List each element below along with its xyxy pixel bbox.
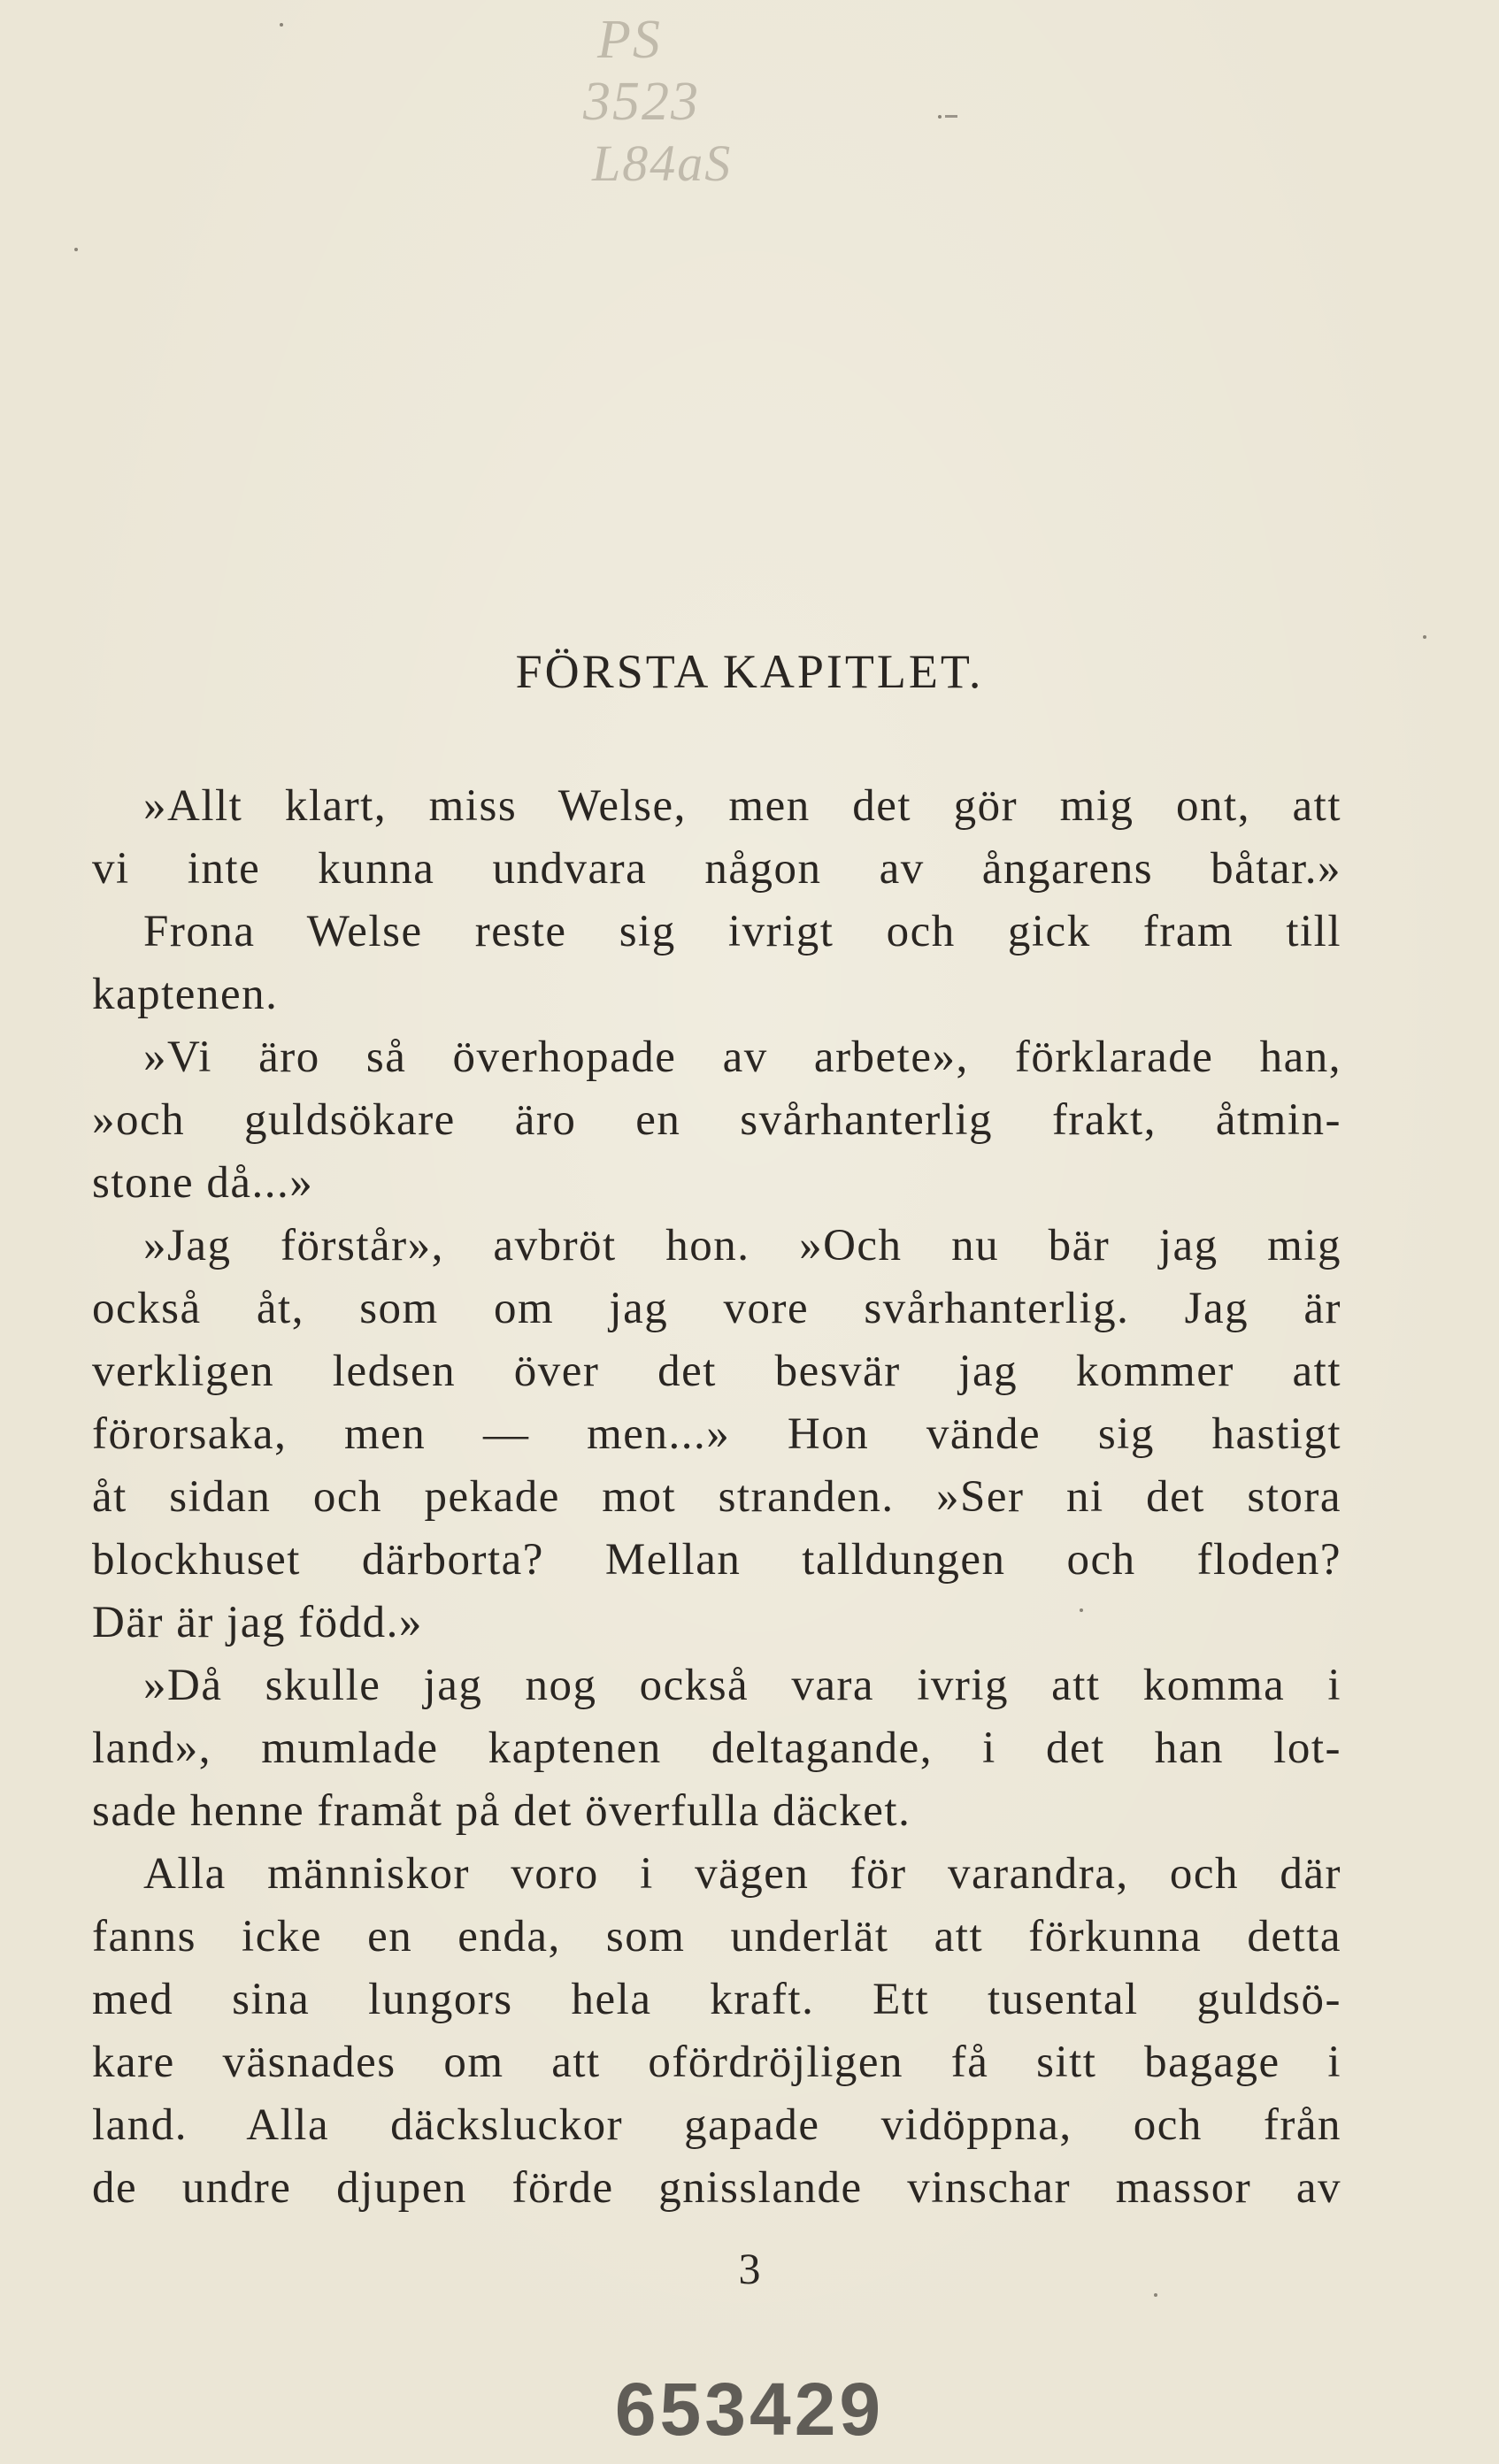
text-line: med sina lungors hela kraft. Ett tusental guldsö- <box>92 1975 1341 2024</box>
text-line: »och guldsökare äro en svårhanterlig frakt, åtmin- <box>92 1095 1341 1145</box>
text-line: »Jag förstår», avbröt hon. »Och nu bär jag mig <box>143 1221 1341 1270</box>
text-line: blockhuset därborta? Mellan talldungen och floden? <box>92 1535 1341 1585</box>
chapter-body-text <box>92 775 1341 2220</box>
text-line: »Vi äro så överhopade av arbete», förklarade han, <box>143 1032 1341 1082</box>
text-line: Där är jag född.» <box>92 1598 423 1647</box>
text-line: Frona Welse reste sig ivrigt och gick fram till <box>143 907 1341 956</box>
text-line: »Då skulle jag nog också vara ivrig att komma i <box>143 1661 1341 1710</box>
text-line: åt sidan och pekade mot stranden. »Ser ni det stora <box>92 1472 1341 1522</box>
call-number-line: PS <box>597 10 662 70</box>
call-number-line: L84aS <box>592 134 733 192</box>
chapter-title: FÖRSTA KAPITLET. <box>515 645 984 698</box>
text-line: verkligen ledsen över det besvär jag kommer att <box>92 1347 1341 1396</box>
text-line: de undre djupen förde gnisslande vinschar massor av <box>92 2163 1341 2213</box>
page-number: 3 <box>738 2244 761 2293</box>
text-line: kaptenen. <box>92 970 279 1019</box>
accession-number-stamp: 653429 <box>614 2368 885 2451</box>
text-line: fanns icke en enda, som underlät att förkunna detta <box>92 1912 1341 1961</box>
text-line: kare väsnades om att ofördröjligen få sitt bagage i <box>92 2038 1341 2087</box>
library-call-number <box>580 9 863 195</box>
text-line: också åt, som om jag vore svårhanterlig. Jag är <box>92 1284 1341 1333</box>
call-number-line: 3523 <box>583 72 700 132</box>
text-line: vi inte kunna undvara någon av ångarens båtar.» <box>92 844 1341 894</box>
text-line: stone då...» <box>92 1158 314 1208</box>
text-line: land», mumlade kaptenen deltagande, i det han lot- <box>92 1723 1341 1773</box>
text-line: »Allt klart, miss Welse, men det gör mig ont, att <box>143 781 1341 831</box>
text-line: Alla människor voro i vägen för varandra, och där <box>143 1849 1341 1899</box>
text-line: land. Alla däcksluckor gapade vidöppna, och från <box>92 2100 1341 2150</box>
text-line: sade henne framåt på det överfulla däcket. <box>92 1786 911 1836</box>
text-line: förorsaka, men — men...» Hon vände sig hastigt <box>92 1409 1341 1459</box>
